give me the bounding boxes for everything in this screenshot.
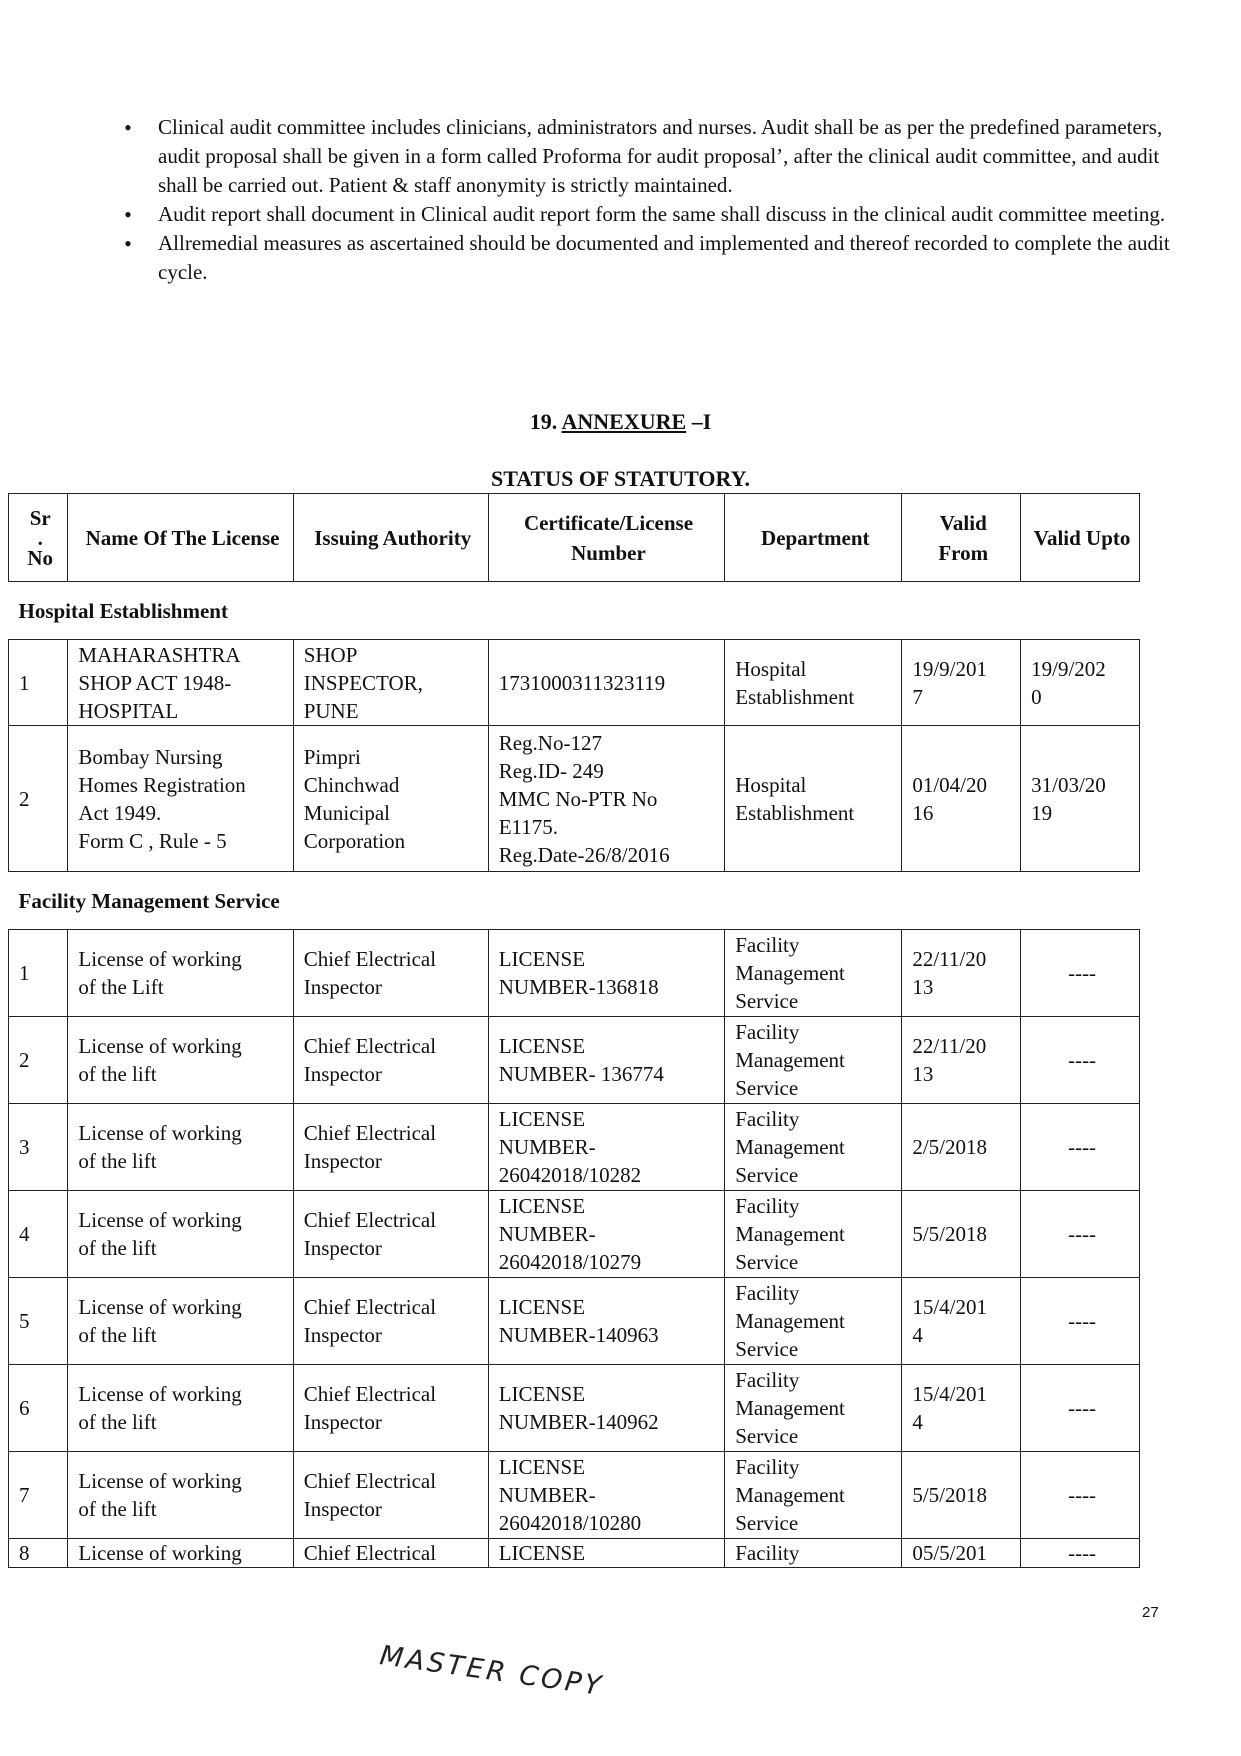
cell-sr-no: 1 [9,930,68,1017]
cell-valid-upto-line: ---- [1068,1483,1097,1507]
cell-license-name [68,1104,293,1191]
annexure-prefix: 19. [529,409,562,434]
cell-valid-from [902,1017,1021,1104]
cell-department [725,726,902,872]
cell-department-line: Hospital [735,656,807,681]
header-issuing-authority: Issuing Authority [293,494,488,582]
cell-valid-from-line: 13 [912,1062,934,1086]
cell-license-name-line: of the lift [78,1497,157,1521]
cell-license-number-line: Reg.No-127 [498,730,602,755]
cell-license-name-line: of the lift [78,1410,157,1434]
cell-license-name-line: Act 1949. [78,800,162,825]
cell-issuing-authority-line: Inspector [303,975,382,999]
cell-valid-upto-line: 19/9/202 [1031,656,1106,681]
cell-valid-from-line: 5/5/2018 [912,1483,987,1507]
cell-license-name-line: License of working [78,1382,242,1406]
cell-issuing-authority-line: Municipal [303,800,391,825]
cell-license-number-line: 1731000311323119 [498,670,666,695]
table-body [9,582,1140,1568]
cell-issuing-authority-line: Chief Electrical [303,947,437,971]
cell-issuing-authority-line: PUNE [303,698,359,723]
cell-valid-from-line: 7 [912,684,923,709]
header-license-name: Name Of The License [68,494,293,582]
cell-issuing-authority [293,1017,488,1104]
cell-department [725,1191,902,1278]
cell-valid-upto-line: 31/03/20 [1031,772,1106,797]
cell-department [725,1278,902,1365]
cell-valid-from-line: 05/5/201 [912,1541,987,1565]
cell-valid-upto [1021,1104,1140,1191]
cell-valid-upto-line: ---- [1068,1222,1097,1246]
cell-license-name-line: License of working [78,1034,242,1058]
cell-department-line: Service [735,1076,799,1100]
table-row [9,1017,1140,1104]
cell-department [725,930,902,1017]
cell-license-number [488,1017,725,1104]
cell-license-name-line: of the Lift [78,975,164,999]
bullet-icon: • [124,115,132,140]
cell-license-number [488,1539,725,1568]
bullet-text: Audit report shall document in Clinical audit report form the same shall discuss in the clinical audit committee meeting. [158,202,1166,226]
cell-valid-from-line: 22/11/20 [912,947,987,971]
bullet-list [118,113,1178,287]
cell-department-line: Facility [735,1541,800,1565]
cell-license-name-line: License of working [78,1121,242,1145]
table-header-row [9,494,1140,582]
bullet-item [118,113,1178,200]
cell-issuing-authority [293,1365,488,1452]
cell-license-number-line: 26042018/10279 [498,1250,642,1274]
cell-valid-upto [1021,1365,1140,1452]
cell-license-number [488,640,725,726]
cell-valid-upto-line: ---- [1068,1048,1097,1072]
cell-sr-no: 2 [9,1017,68,1104]
cell-license-number-line: 26042018/10280 [498,1511,642,1535]
cell-valid-from-line: 13 [912,975,934,999]
bullet-icon: • [124,231,132,256]
cell-valid-from-line: 19/9/201 [912,656,987,681]
cell-license-name-line: Bombay Nursing [78,744,223,769]
table-row [9,1191,1140,1278]
cell-valid-from [902,1452,1021,1539]
table-row [9,1104,1140,1191]
cell-license-name-line: License of working [78,1469,242,1493]
cell-license-number-line: NUMBER- [498,1222,596,1246]
cell-department-line: Management [735,1048,845,1072]
cell-department-line: Hospital [735,772,807,797]
table-row [9,1539,1140,1568]
cell-issuing-authority-line: Corporation [303,828,406,853]
cell-department [725,1452,902,1539]
cell-department-line: Facility [735,1455,800,1479]
cell-issuing-authority-line: Chief Electrical [303,1469,437,1493]
cell-department [725,1017,902,1104]
section-row-facility [9,872,1140,930]
cell-license-number-line: LICENSE [498,1541,586,1565]
cell-issuing-authority-line: Chinchwad [303,772,400,797]
cell-department-line: Service [735,1337,799,1361]
cell-valid-from-line: 5/5/2018 [912,1222,987,1246]
section-row-hospital [9,582,1140,640]
cell-valid-upto-line: 19 [1031,800,1053,825]
header-sr-line: . [37,525,43,550]
cell-department-line: Establishment [735,684,855,709]
table-row [9,930,1140,1017]
annexure-heading [0,409,1241,435]
header-sr-line: Sr [29,505,51,530]
cell-license-number [488,930,725,1017]
cell-issuing-authority-line: Chief Electrical [303,1121,437,1145]
cell-department-line: Facility [735,1107,800,1131]
cell-issuing-authority-line: Chief Electrical [303,1034,437,1058]
cell-valid-upto [1021,1017,1140,1104]
table-row [9,1365,1140,1452]
cell-license-number [488,726,725,872]
cell-issuing-authority-line: INSPECTOR, [303,670,423,695]
bullet-item [118,229,1178,287]
table-row [9,1452,1140,1539]
cell-license-number [488,1365,725,1452]
cell-valid-from [902,1278,1021,1365]
cell-issuing-authority [293,1278,488,1365]
cell-department-line: Management [735,1309,845,1333]
cell-valid-from-line: 2/5/2018 [912,1135,987,1159]
cell-department-line: Management [735,1222,845,1246]
cell-license-number-line: NUMBER-136818 [498,975,659,999]
cell-license-number-line: LICENSE [498,947,586,971]
cell-department [725,1365,902,1452]
cell-valid-from [902,1365,1021,1452]
cell-sr-no: 7 [9,1452,68,1539]
cell-license-name-line: Form C , Rule - 5 [78,828,227,853]
cell-valid-from-line: 16 [912,800,934,825]
cell-department [725,1539,902,1568]
cell-sr-no: 8 [9,1539,68,1568]
cell-license-name [68,726,293,872]
cell-valid-upto-line: ---- [1068,1396,1097,1420]
cell-license-name-line: SHOP ACT 1948- [78,670,232,695]
cell-license-number-line: NUMBER- 136774 [498,1062,664,1086]
master-copy-stamp: MASTER COPY [377,1640,606,1703]
cell-valid-upto-line: ---- [1068,1541,1097,1565]
header-license-number: Certificate/License Number [488,494,725,582]
statutory-status-table [8,493,1140,1568]
cell-license-name [68,1539,293,1568]
cell-department-line: Establishment [735,800,855,825]
cell-license-name-line: MAHARASHTRA [78,642,241,667]
cell-license-name-line: of the lift [78,1236,157,1260]
cell-sr-no: 2 [9,726,68,872]
cell-license-name-line: License of working [78,1208,242,1232]
table-row [9,726,1140,872]
cell-issuing-authority-line: Inspector [303,1410,382,1434]
cell-license-number-line: NUMBER-140963 [498,1323,659,1347]
table-row [9,1278,1140,1365]
cell-license-number [488,1104,725,1191]
cell-issuing-authority [293,640,488,726]
cell-license-name [68,1017,293,1104]
cell-valid-from [902,930,1021,1017]
bullet-text: Allremedial measures as ascertained should be documented and implemented and thereof recorded to complete the audit cycle. [158,231,1170,284]
cell-license-name [68,1365,293,1452]
cell-valid-from [902,726,1021,872]
cell-issuing-authority-line: Inspector [303,1236,382,1260]
cell-valid-from-line: 15/4/201 [912,1382,987,1406]
page-number: 27 [1142,1604,1159,1621]
cell-license-name-line: License of working [78,947,242,971]
cell-issuing-authority-line: SHOP [303,642,358,667]
cell-department-line: Facility [735,1194,800,1218]
cell-license-number-line: LICENSE [498,1295,586,1319]
cell-valid-from-line: 15/4/201 [912,1295,987,1319]
cell-issuing-authority-line: Chief Electrical [303,1208,437,1232]
bullet-item [118,200,1178,229]
cell-valid-from-line: 4 [912,1410,923,1434]
cell-department-line: Management [735,1396,845,1420]
cell-department-line: Management [735,961,845,985]
cell-license-number [488,1278,725,1365]
cell-valid-upto [1021,726,1140,872]
cell-valid-upto [1021,640,1140,726]
cell-valid-from [902,640,1021,726]
cell-department-line: Service [735,1511,799,1535]
cell-sr-no: 6 [9,1365,68,1452]
cell-license-name-line: Homes Registration [78,772,246,797]
bullet-text: Clinical audit committee includes clinicians, administrators and nurses. Audit shall be as per the predefined parameters, audit proposal shall be given in a form called Proforma for audit proposal’, after the clinical audit committee, and audit shall be carried out. Patient & staff anonymity is strictly maintained. [158,115,1163,197]
cell-department-line: Facility [735,1020,800,1044]
cell-issuing-authority [293,930,488,1017]
cell-issuing-authority-line: Chief Electrical [303,1541,437,1565]
cell-valid-upto [1021,1191,1140,1278]
cell-license-number [488,1452,725,1539]
cell-license-name [68,1278,293,1365]
section-heading: Hospital Establishment [9,582,1140,640]
cell-department [725,1104,902,1191]
cell-license-name-line: HOSPITAL [78,698,179,723]
cell-license-number-line: LICENSE [498,1107,586,1131]
cell-issuing-authority-line: Inspector [303,1149,382,1173]
cell-valid-from [902,1539,1021,1568]
cell-issuing-authority [293,726,488,872]
cell-sr-no: 4 [9,1191,68,1278]
cell-license-number-line: NUMBER-140962 [498,1410,659,1434]
cell-issuing-authority-line: Inspector [303,1062,382,1086]
cell-license-name-line: License of working [78,1541,242,1565]
annexure-suffix: –I [686,409,712,434]
header-sr-line: No [27,545,54,570]
cell-department-line: Facility [735,1368,800,1392]
cell-department-line: Facility [735,1281,800,1305]
cell-license-number [488,1191,725,1278]
cell-issuing-authority-line: Chief Electrical [303,1382,437,1406]
cell-license-number-line: MMC No-PTR No [498,786,658,811]
cell-department-line: Service [735,989,799,1013]
cell-license-name [68,1452,293,1539]
cell-issuing-authority [293,1452,488,1539]
header-department: Department [725,494,902,582]
cell-valid-from-line: 22/11/20 [912,1034,987,1058]
cell-issuing-authority-line: Inspector [303,1497,382,1521]
cell-department-line: Facility [735,933,800,957]
cell-department-line: Service [735,1163,799,1187]
cell-sr-no: 1 [9,640,68,726]
cell-department-line: Service [735,1250,799,1274]
cell-valid-upto-line: ---- [1068,1135,1097,1159]
header-sr-no [9,494,68,582]
cell-license-number-line: LICENSE [498,1382,586,1406]
cell-valid-from-line: 01/04/20 [912,772,987,797]
cell-issuing-authority [293,1104,488,1191]
cell-valid-upto [1021,1278,1140,1365]
cell-license-name [68,1191,293,1278]
cell-license-name-line: License of working [78,1295,242,1319]
bullet-icon: • [124,202,132,227]
cell-valid-from [902,1104,1021,1191]
cell-valid-upto [1021,930,1140,1017]
cell-license-number-line: E1175. [498,814,559,839]
cell-sr-no: 5 [9,1278,68,1365]
cell-license-number-line: LICENSE [498,1455,586,1479]
cell-license-number-line: LICENSE [498,1034,586,1058]
cell-issuing-authority [293,1191,488,1278]
cell-department-line: Management [735,1483,845,1507]
section-heading: Facility Management Service [9,872,1140,930]
cell-valid-upto [1021,1452,1140,1539]
cell-license-name-line: of the lift [78,1323,157,1347]
table-title: STATUS OF STATUTORY. [490,466,751,491]
cell-license-number-line: LICENSE [498,1194,586,1218]
header-valid-from: Valid From [902,494,1021,582]
cell-valid-upto [1021,1539,1140,1568]
cell-license-name [68,930,293,1017]
cell-department [725,640,902,726]
cell-license-number-line: Reg.ID- 249 [498,758,604,783]
cell-sr-no: 3 [9,1104,68,1191]
cell-issuing-authority [293,1539,488,1568]
cell-valid-upto-line: ---- [1068,1309,1097,1333]
cell-license-number-line: NUMBER- [498,1135,596,1159]
cell-department-line: Management [735,1135,845,1159]
cell-valid-upto-line: 0 [1031,684,1042,709]
cell-valid-from-line: 4 [912,1323,923,1347]
cell-issuing-authority-line: Chief Electrical [303,1295,437,1319]
header-valid-upto: Valid Upto [1021,494,1140,582]
cell-license-number-line: Reg.Date-26/8/2016 [498,842,670,867]
cell-license-name-line: of the lift [78,1149,157,1173]
cell-license-name [68,640,293,726]
cell-valid-upto-line: ---- [1068,961,1097,985]
cell-department-line: Service [735,1424,799,1448]
cell-license-number-line: NUMBER- [498,1483,596,1507]
cell-license-name-line: of the lift [78,1062,157,1086]
table-row [9,640,1140,726]
annexure-title: ANNEXURE [561,409,687,434]
cell-issuing-authority-line: Inspector [303,1323,382,1347]
cell-issuing-authority-line: Pimpri [303,744,361,769]
cell-valid-from [902,1191,1021,1278]
cell-license-number-line: 26042018/10282 [498,1163,642,1187]
